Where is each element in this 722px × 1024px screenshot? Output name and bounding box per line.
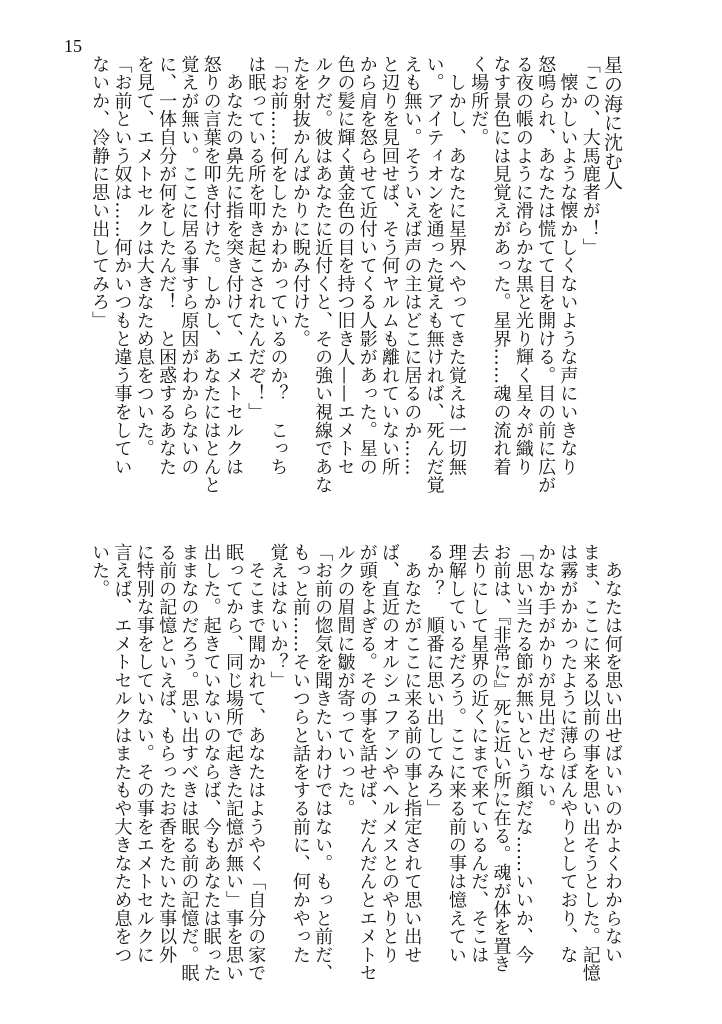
text-line: 怒りの言葉を叩き付けた。しかし、あなたにはとんと [200, 55, 222, 495]
text-line: く場所だ。 [468, 55, 490, 147]
text-line: えも無い。そういえば声の主はどこに居るのか…… [401, 55, 423, 476]
text-line: に、一体自分が何をしたんだ！ と困惑するあなた [156, 55, 178, 476]
text-line: から肩を怒らせて近付いてくる人影があった。星の [356, 55, 378, 476]
text-line: は霧がかかったように薄らぼんやりとしており、な [557, 543, 579, 964]
text-line: 「お前という奴は……何かいつもと違う事をしてい [111, 55, 133, 476]
text-line: 覚えはないか？」 [267, 543, 289, 690]
text-line: しかし、あなたに星界へやってきた覚えは一切無 [445, 55, 467, 476]
text-line: 怒鳴られ、あなたは慌てて目を開ける。目の前に広が [535, 55, 557, 495]
page-number: 15 [64, 36, 82, 56]
text-line: は眠っている所を叩き起こされたんだぞ！」 [245, 55, 267, 421]
chapter-title: 星の海に沈む人 [601, 55, 623, 191]
text-line: が頭をよぎる。その事を話せば、だんだんとエメトセ [356, 543, 378, 983]
text-line: 去りにして星界の近くにまで来ているんだ、そこは [468, 543, 490, 964]
text-line: と辺りを見回せば、そう何ヤルムも離れていない所 [379, 55, 401, 476]
text-line: 「お前……何をしたかわかっているのか？ こっち [267, 55, 289, 476]
text-line: るか？ 順番に思い出してみろ」 [423, 543, 445, 818]
text-line: 懐かしいような懐かしくないような声にいきなり [557, 55, 579, 476]
text-line: あなたがここに来る前の事と指定されて思い出せ [401, 543, 423, 964]
lower-text-block [87, 543, 623, 983]
text-line: 理解しているだろう。ここに来る前の事は憶えてい [445, 543, 467, 964]
text-line: まま、ここに来る以前の事を思い出そうとした。記憶 [579, 543, 601, 983]
text-line: ば、直近のオルシュファンやヘルメスとのやりとり [379, 543, 401, 964]
text-line: る夜の帳のように滑らかな黒と光り輝く星々が織り [512, 55, 534, 476]
text-line: いた。 [89, 543, 111, 598]
text-line: を見て、エメトセルクは大きなため息をついた。 [133, 55, 155, 458]
text-line: かなか手がかりが見出だせない。 [535, 543, 557, 818]
text-line: お前は、『非常に』死に近い所に在る。魂が体を置き [490, 543, 512, 974]
text-line: ないか、冷静に思い出してみろ」 [89, 55, 111, 330]
text-line: ままなのだろう。思い出すべきは眠る前の記憶だ。眠 [178, 543, 200, 983]
text-line: ルクだ。彼はあなたに近付くと、その強い視線であな [312, 55, 334, 495]
text-line: い。アイティオンを通った覚えも無ければ、死んだ覚 [423, 55, 445, 495]
text-line: 言えば、エメトセルクはまたもや大きなため息をつ [111, 543, 133, 964]
upper-text-block [87, 55, 623, 495]
text-line: もっと前……そいつらと話をする前に、何かやった [289, 543, 311, 964]
text-line: なす景色には見覚えがあった。星界……魂の流れ着 [490, 55, 512, 476]
text-line: あなたは何を思い出せばいいのかよくわからない [602, 543, 623, 964]
text-line: 「思い当たる節が無いという顔だな……いいか、今 [512, 543, 534, 964]
text-line: そこまで聞かれて、あなたはようやく「自分の家で [245, 543, 267, 983]
text-line: 「この、大馬鹿者が！」 [579, 55, 601, 257]
text-line: あなたの鼻先に指を突き付けて、エメトセルクは [222, 55, 244, 476]
text-line: に特別な事をしていない。その事をエメトセルクに [133, 543, 155, 964]
text-line: る前の記憶といえば、もらったお香をたいた事以外 [156, 543, 178, 964]
text-line: たを射抜かんばかりに睨み付けた。 [289, 55, 311, 348]
text-line: 眠ってから、同じ場所で起きた記憶が無い」事を思い [222, 543, 244, 983]
text-line: 「お前の惚気を聞きたいわけではない。もっと前だ、 [312, 543, 334, 983]
text-line: 覚えが無い。ここに居る事すら原因がわからないの [178, 55, 200, 476]
text-line: 出した。起きていないのならば、今もあなたは眠った [200, 543, 222, 983]
text-line: ルクの眉間に皺が寄っていった。 [334, 543, 356, 818]
text-line: 色の髪に輝く黄金色の目を持つ旧き人——エメトセ [334, 55, 356, 476]
